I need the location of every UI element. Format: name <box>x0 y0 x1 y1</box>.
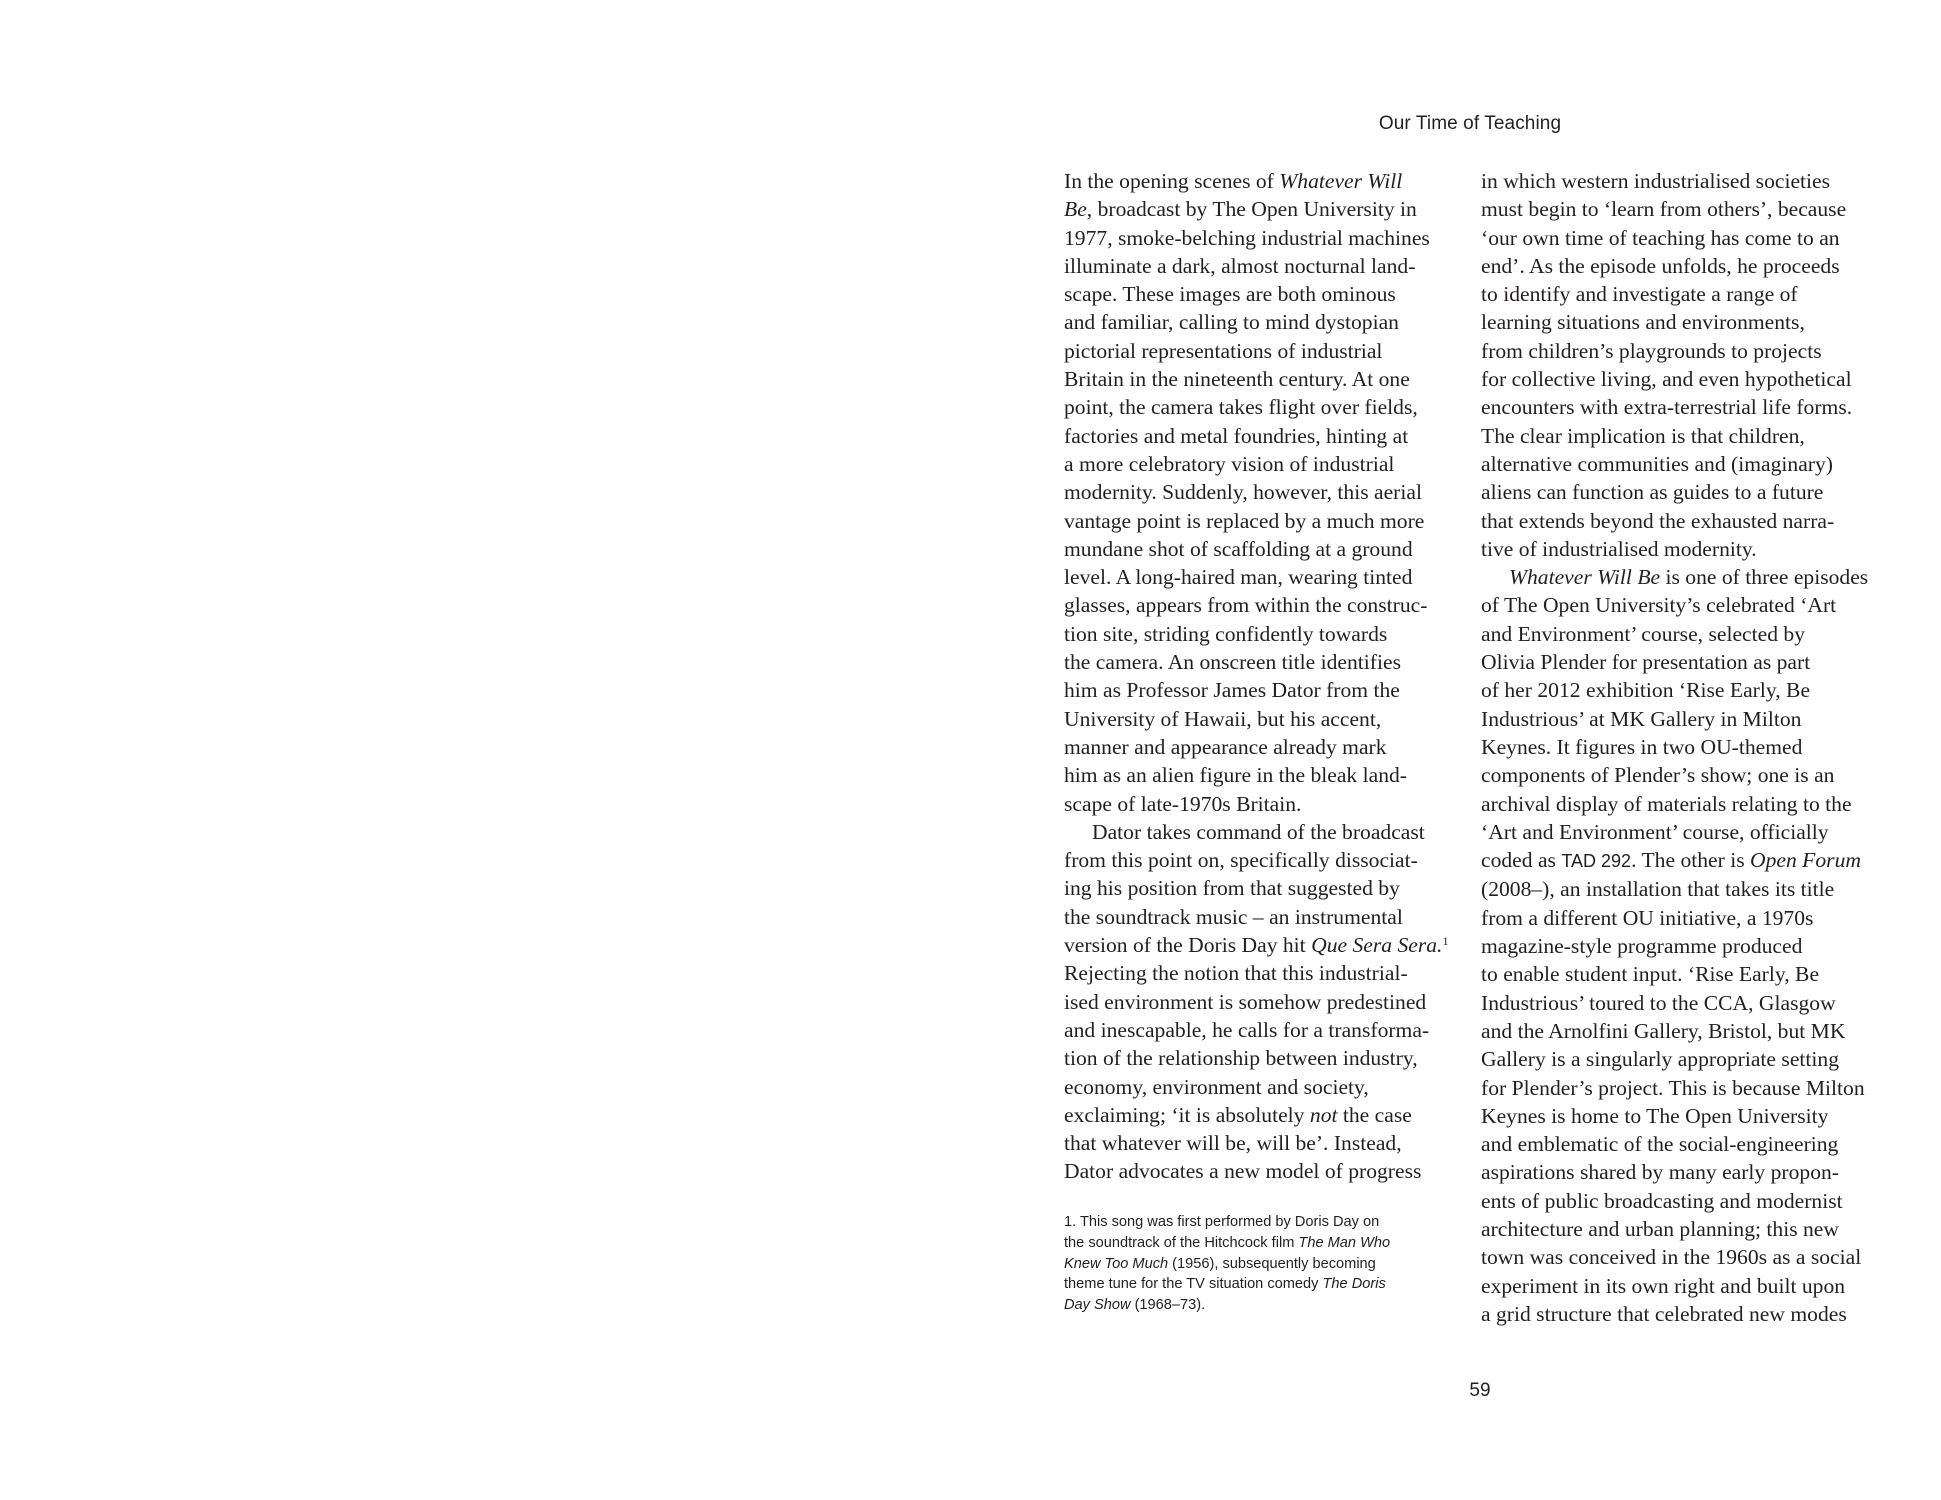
text-line <box>1481 1272 1881 1300</box>
text-segment: and emblematic of the social-engineering <box>1481 1132 1839 1157</box>
text-line <box>1064 224 1459 252</box>
text-line <box>1481 365 1881 393</box>
text-line <box>1481 932 1881 960</box>
italic-text: Open Forum <box>1750 848 1861 873</box>
text-line <box>1064 676 1459 704</box>
text-line <box>1064 195 1459 223</box>
text-segment: pictorial representations of industrial <box>1064 338 1383 363</box>
running-head: Our Time of Teaching <box>1378 113 1562 134</box>
text-segment: ing his position from that suggested by <box>1064 876 1400 901</box>
text-line <box>1481 705 1881 733</box>
text-segment: tive of industrialised modernity. <box>1481 536 1757 561</box>
text-segment: exclaiming; ‘it is absolutely <box>1064 1102 1310 1127</box>
text-segment: end’. As the episode unfolds, he proceeds <box>1481 253 1840 278</box>
text-segment: and the Arnolfini Gallery, Bristol, but MK <box>1481 1018 1846 1043</box>
text-line <box>1064 450 1459 478</box>
text-segment: a grid structure that celebrated new modes <box>1481 1301 1847 1326</box>
text-line <box>1481 1243 1881 1271</box>
text-line <box>1064 337 1459 365</box>
text-segment: him as an alien figure in the bleak land- <box>1064 763 1407 788</box>
text-line <box>1064 422 1459 450</box>
text-line <box>1064 1233 1464 1254</box>
italic-text: Knew Too Much <box>1064 1255 1169 1272</box>
footnote-reference[interactable]: 1 <box>1442 934 1449 949</box>
text-line <box>1481 308 1881 336</box>
text-line <box>1481 422 1881 450</box>
text-segment: aspirations shared by many early propon- <box>1481 1160 1839 1185</box>
text-segment: archival display of materials relating to the <box>1481 791 1852 816</box>
text-segment: University of Hawaii, but his accent, <box>1064 706 1382 731</box>
text-line <box>1481 224 1881 252</box>
text-line <box>1064 620 1459 648</box>
text-segment: and familiar, calling to mind dystopian <box>1064 310 1399 335</box>
italic-text: Whatever Will <box>1279 169 1403 193</box>
text-line <box>1481 393 1881 421</box>
text-line <box>1064 1101 1459 1129</box>
text-line <box>1064 761 1459 789</box>
text-line <box>1064 252 1459 280</box>
italic-text: The Man Who <box>1298 1234 1391 1251</box>
text-segment: TAD 292 <box>1561 851 1632 872</box>
text-line <box>1481 478 1881 506</box>
page-number: 59 <box>1469 1380 1491 1401</box>
text-segment: the camera. An onscreen title identifies <box>1064 650 1401 675</box>
text-segment: manner and appearance already mark <box>1064 734 1387 759</box>
text-segment: Dator advocates a new model of progress <box>1064 1159 1422 1184</box>
text-segment: that whatever will be, will be’. Instead, <box>1064 1131 1402 1156</box>
italic-text: Be <box>1064 197 1087 222</box>
text-segment: that extends beyond the exhausted narra- <box>1481 508 1835 533</box>
text-segment: Keynes is home to The Open University <box>1481 1103 1829 1128</box>
text-segment: encounters with extra-terrestrial life forms. <box>1481 395 1853 420</box>
text-segment: Olivia Plender for presentation as part <box>1481 650 1811 675</box>
text-segment: alternative communities and (imaginary) <box>1481 451 1833 476</box>
text-segment: 1977, smoke-belching industrial machines <box>1064 225 1430 250</box>
text-line <box>1064 591 1459 619</box>
text-line <box>1064 1274 1464 1295</box>
text-line <box>1481 1074 1881 1102</box>
text-line <box>1481 535 1881 563</box>
text-segment: is one of three episodes <box>1660 565 1869 590</box>
text-segment: Industrious’ toured to the CCA, Glasgow <box>1481 990 1836 1015</box>
text-line <box>1481 846 1881 875</box>
text-segment: must begin to ‘learn from others’, because <box>1481 197 1847 222</box>
text-line <box>1064 393 1459 421</box>
text-line <box>1481 563 1881 591</box>
text-segment: , broadcast by The Open University in <box>1086 197 1417 222</box>
text-line <box>1064 818 1459 846</box>
text-segment: and Environment’ course, selected by <box>1481 621 1805 646</box>
text-segment: ‘Art and Environment’ course, officially <box>1481 819 1829 844</box>
text-segment: ised environment is somehow predestined <box>1064 989 1427 1014</box>
text-line <box>1481 1187 1881 1215</box>
text-line <box>1064 1129 1459 1157</box>
text-line <box>1481 167 1881 195</box>
text-line <box>1064 903 1459 931</box>
text-segment: the soundtrack of the Hitchcock film <box>1064 1234 1299 1251</box>
text-segment: (2008–), an installation that takes its title <box>1481 877 1835 902</box>
text-segment: the soundtrack music – an instrumental <box>1064 904 1403 929</box>
text-segment: to identify and investigate a range of <box>1481 282 1798 307</box>
text-line <box>1064 308 1459 336</box>
text-line <box>1481 1130 1881 1158</box>
text-segment: Keynes. It figures in two OU-themed <box>1481 734 1803 759</box>
text-segment: for Plender’s project. This is because Milton <box>1481 1075 1865 1100</box>
text-line <box>1481 875 1881 903</box>
text-line <box>1481 676 1881 704</box>
text-line <box>1064 846 1459 874</box>
italic-text: Whatever Will Be <box>1509 565 1661 590</box>
text-segment: Industrious’ at MK Gallery in Milton <box>1481 706 1802 731</box>
text-segment: factories and metal foundries, hinting at <box>1064 423 1409 448</box>
text-line <box>1481 960 1881 988</box>
text-line <box>1064 1295 1464 1316</box>
text-segment: of The Open University’s celebrated ‘Art <box>1481 593 1837 618</box>
text-segment: town was conceived in the 1960s as a social <box>1481 1245 1862 1270</box>
text-line <box>1481 761 1881 789</box>
text-segment: point, the camera takes flight over fields, <box>1064 395 1418 420</box>
text-line <box>1064 1212 1464 1233</box>
text-segment: of her 2012 exhibition ‘Rise Early, Be <box>1481 678 1811 703</box>
text-line <box>1064 790 1459 818</box>
italic-text: not <box>1309 1102 1338 1127</box>
text-line <box>1064 931 1459 959</box>
text-segment: . The other is <box>1631 848 1751 873</box>
text-line <box>1064 705 1459 733</box>
text-segment: 1. This song was first performed by Doris Day on <box>1064 1214 1380 1230</box>
text-line <box>1064 167 1459 195</box>
text-line <box>1064 988 1459 1016</box>
text-line <box>1481 280 1881 308</box>
text-line <box>1481 790 1881 818</box>
text-segment: vantage point is replaced by a much more <box>1064 508 1425 533</box>
text-segment: version of the Doris Day hit <box>1064 933 1312 958</box>
text-line <box>1064 478 1459 506</box>
text-line <box>1064 874 1459 902</box>
text-segment: him as Professor James Dator from the <box>1064 678 1400 703</box>
text-segment: experiment in its own right and built upon <box>1481 1273 1846 1298</box>
text-line <box>1064 507 1459 535</box>
text-segment: and inescapable, he calls for a transforma- <box>1064 1017 1430 1042</box>
text-segment: The clear implication is that children, <box>1481 423 1805 448</box>
text-line <box>1064 1044 1459 1072</box>
text-segment: scape. These images are both ominous <box>1064 282 1396 307</box>
text-line <box>1481 252 1881 280</box>
text-line <box>1064 280 1459 308</box>
text-segment: (1956), subsequently becoming <box>1168 1255 1376 1272</box>
text-line <box>1064 535 1459 563</box>
footnote <box>1064 1212 1464 1316</box>
text-line <box>1481 1158 1881 1186</box>
text-line <box>1064 1254 1464 1275</box>
text-segment: a more celebratory vision of industrial <box>1064 451 1395 476</box>
body-column-left <box>1064 167 1459 1186</box>
text-line <box>1481 818 1881 846</box>
text-segment: coded as <box>1481 848 1562 873</box>
text-line <box>1064 563 1459 591</box>
text-segment: from a different OU initiative, a 1970s <box>1481 905 1814 930</box>
text-line <box>1481 620 1881 648</box>
text-segment: economy, environment and society, <box>1064 1074 1369 1099</box>
text-segment: from this point on, specifically dissociat- <box>1064 848 1418 873</box>
text-segment: the case <box>1337 1102 1412 1127</box>
text-segment: In the opening scenes of <box>1064 169 1280 193</box>
text-line <box>1481 648 1881 676</box>
text-line <box>1481 1215 1881 1243</box>
italic-text: Que Sera Sera. <box>1311 933 1443 958</box>
text-segment: ents of public broadcasting and modernist <box>1481 1188 1843 1213</box>
text-segment: ‘our own time of teaching has come to an <box>1481 225 1840 250</box>
text-segment: in which western industrialised societies <box>1481 169 1831 193</box>
text-segment: modernity. Suddenly, however, this aerial <box>1064 480 1422 505</box>
text-segment: (1968–73). <box>1130 1297 1206 1314</box>
text-line <box>1481 989 1881 1017</box>
text-line <box>1064 648 1459 676</box>
text-line <box>1481 1045 1881 1073</box>
text-segment: tion site, striding confidently towards <box>1064 621 1388 646</box>
text-segment: aliens can function as guides to a future <box>1481 480 1824 505</box>
text-segment: Britain in the nineteenth century. At one <box>1064 367 1410 392</box>
text-line <box>1064 365 1459 393</box>
text-segment: Gallery is a singularly appropriate setting <box>1481 1047 1839 1072</box>
text-segment: learning situations and environments, <box>1481 310 1805 335</box>
text-line <box>1481 1017 1881 1045</box>
text-segment: scape of late-1970s Britain. <box>1064 791 1302 816</box>
italic-text: The Doris <box>1322 1276 1386 1293</box>
text-line <box>1481 450 1881 478</box>
text-segment: Dator takes command of the broadcast <box>1092 819 1425 844</box>
text-line <box>1064 1073 1459 1101</box>
text-segment: theme tune for the TV situation comedy <box>1064 1276 1323 1293</box>
text-line <box>1064 959 1459 987</box>
text-segment: architecture and urban planning; this new <box>1481 1216 1839 1241</box>
text-line <box>1481 904 1881 932</box>
text-line <box>1481 1102 1881 1130</box>
text-line <box>1481 195 1881 223</box>
text-segment: components of Plender’s show; one is an <box>1481 763 1835 788</box>
text-line <box>1064 1016 1459 1044</box>
text-segment: glasses, appears from within the construc- <box>1064 593 1428 618</box>
text-segment: Rejecting the notion that this industrial- <box>1064 961 1408 986</box>
text-segment: magazine-style programme produced <box>1481 934 1803 959</box>
text-line <box>1481 733 1881 761</box>
text-segment: illuminate a dark, almost nocturnal land- <box>1064 253 1416 278</box>
text-line <box>1481 507 1881 535</box>
text-segment: tion of the relationship between industry, <box>1064 1046 1418 1071</box>
text-segment: from children’s playgrounds to projects <box>1481 338 1822 363</box>
text-line <box>1064 733 1459 761</box>
text-segment: level. A long-haired man, wearing tinted <box>1064 565 1413 590</box>
italic-text: Day Show <box>1064 1297 1131 1314</box>
text-line <box>1481 591 1881 619</box>
text-segment: to enable student input. ‘Rise Early, Be <box>1481 962 1820 987</box>
text-line <box>1064 1157 1459 1185</box>
text-line <box>1481 1300 1881 1328</box>
text-segment: for collective living, and even hypothetical <box>1481 367 1852 392</box>
text-segment: mundane shot of scaffolding at a ground <box>1064 536 1413 561</box>
body-column-right <box>1481 167 1881 1328</box>
text-line <box>1481 337 1881 365</box>
